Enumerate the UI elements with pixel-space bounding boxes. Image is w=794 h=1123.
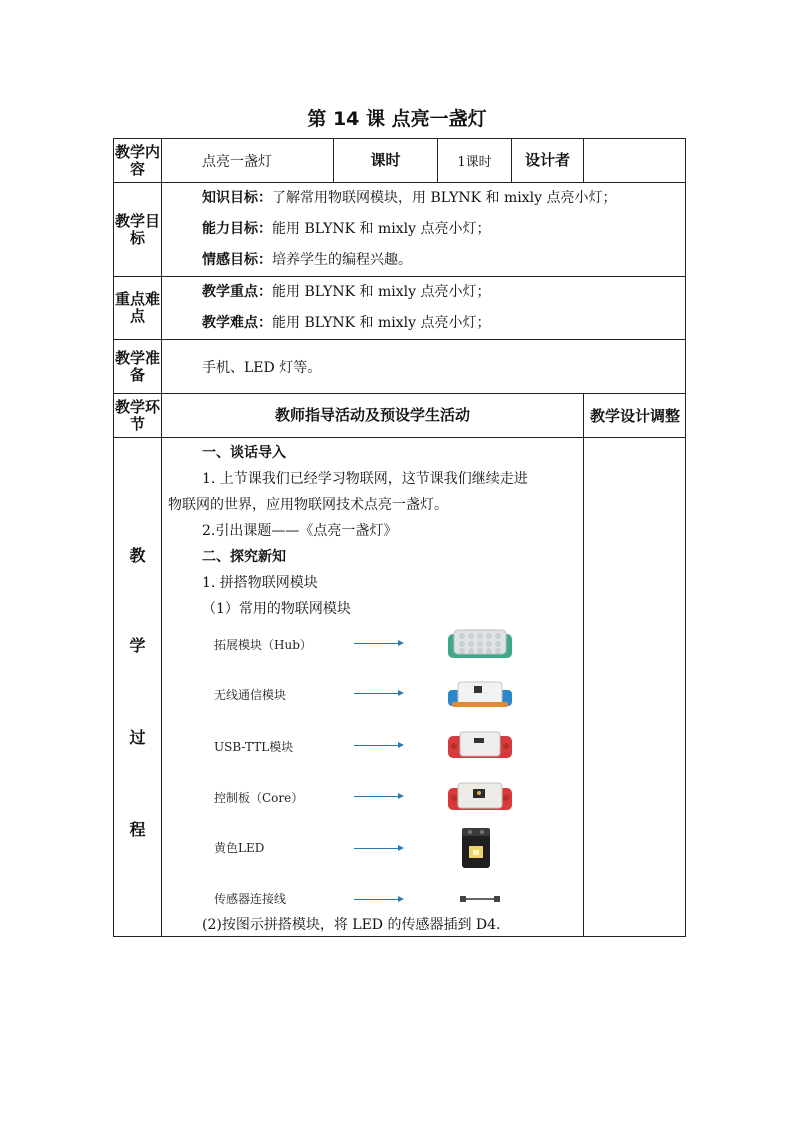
keypoint-focus [202, 277, 685, 308]
label-hours: 课时 [334, 139, 438, 183]
label-keypoints: 重点难点 [114, 277, 162, 340]
module-label: 控制板（Core） [214, 791, 304, 805]
lesson-plan-table [113, 138, 686, 937]
goals-list [162, 183, 686, 277]
goal-text: 了解常用物联网模块，用 BLYNK 和 mixly 点亮小灯； [272, 190, 617, 206]
para-intro-1: 1. 上节课我们已经学习物联网，这节课我们继续走进 [202, 471, 528, 487]
row-keypoints [114, 277, 686, 340]
label-designer: 设计者 [512, 139, 584, 183]
page-title: 第 14 课 点亮一盏灯 [307, 108, 487, 130]
goal-head: 知识目标： [202, 190, 272, 206]
hub-module-icon [444, 626, 516, 664]
keypoint-text: 能用 BLYNK 和 mixly 点亮小灯； [272, 284, 491, 300]
activities-header: 教师指导活动及预设学生活动 [162, 394, 584, 438]
step-assemble: 1. 拼搭物联网模块 [202, 575, 318, 591]
module-label: 黄色LED [214, 841, 265, 855]
wireless-module-icon [444, 676, 516, 714]
heading-explore: 二、探究新知 [202, 549, 286, 565]
module-label: 拓展模块（Hub） [214, 638, 312, 652]
goal-text: 培养学生的编程兴趣。 [272, 252, 412, 268]
arrow-icon [354, 693, 402, 694]
row-prep [114, 340, 686, 394]
module-label: USB-TTL模块 [214, 740, 294, 754]
keypoints-list [162, 277, 686, 340]
heading-intro: 一、谈话导入 [202, 445, 286, 461]
arrow-icon [354, 643, 402, 644]
usb-ttl-module-icon [444, 726, 516, 764]
step-plug-led: (2)按图示拼搭模块，将 LED 的传感器插到 D4. [202, 917, 501, 933]
arrow-icon [354, 745, 402, 746]
label-content: 教学内容 [114, 139, 162, 183]
keypoint-head: 教学难点： [202, 315, 272, 331]
label-process [114, 438, 162, 937]
para-intro-2: 物联网的世界，应用物联网技术点亮一盏灯。 [168, 497, 448, 513]
adjust-header: 教学设计调整 [584, 394, 686, 438]
arrow-icon [354, 848, 402, 849]
arrow-icon [354, 796, 402, 797]
goal-head: 能力目标： [202, 221, 272, 237]
sensor-cable-icon [458, 892, 502, 906]
label-prep: 教学准备 [114, 340, 162, 394]
process-char: 过 [129, 727, 146, 747]
prep-text: 手机、LED 灯等。 [162, 340, 686, 394]
goal-knowledge [202, 183, 685, 214]
keypoint-text: 能用 BLYNK 和 mixly 点亮小灯； [272, 315, 491, 331]
keypoint-difficulty [202, 308, 685, 339]
label-section: 教学环节 [114, 394, 162, 438]
goal-emotion [202, 245, 685, 276]
process-char: 教 [129, 545, 146, 565]
row-process [114, 438, 686, 937]
core-board-icon [444, 778, 516, 816]
process-content [162, 438, 584, 937]
hours-value: 1课时 [438, 139, 512, 183]
arrow-icon [354, 899, 402, 900]
goal-head: 情感目标： [202, 252, 272, 268]
label-goals: 教学目标 [114, 183, 162, 277]
step-common-modules: （1）常用的物联网模块 [202, 601, 351, 617]
row-content [114, 139, 686, 183]
row-goals [114, 183, 686, 277]
process-char: 程 [129, 819, 146, 839]
row-section-header [114, 394, 686, 438]
module-label: 传感器连接线 [214, 892, 287, 906]
keypoint-head: 教学重点： [202, 284, 272, 300]
module-label: 无线通信模块 [214, 688, 287, 702]
designer-value [584, 139, 686, 183]
para-topic: 2.引出课题——《点亮一盏灯》 [202, 523, 398, 539]
goal-text: 能用 BLYNK 和 mixly 点亮小灯； [272, 221, 491, 237]
lesson-name: 点亮一盏灯 [162, 139, 334, 183]
goal-ability [202, 214, 685, 245]
yellow-led-icon [456, 824, 496, 872]
process-char: 学 [129, 635, 146, 655]
adjust-cell [584, 438, 686, 937]
